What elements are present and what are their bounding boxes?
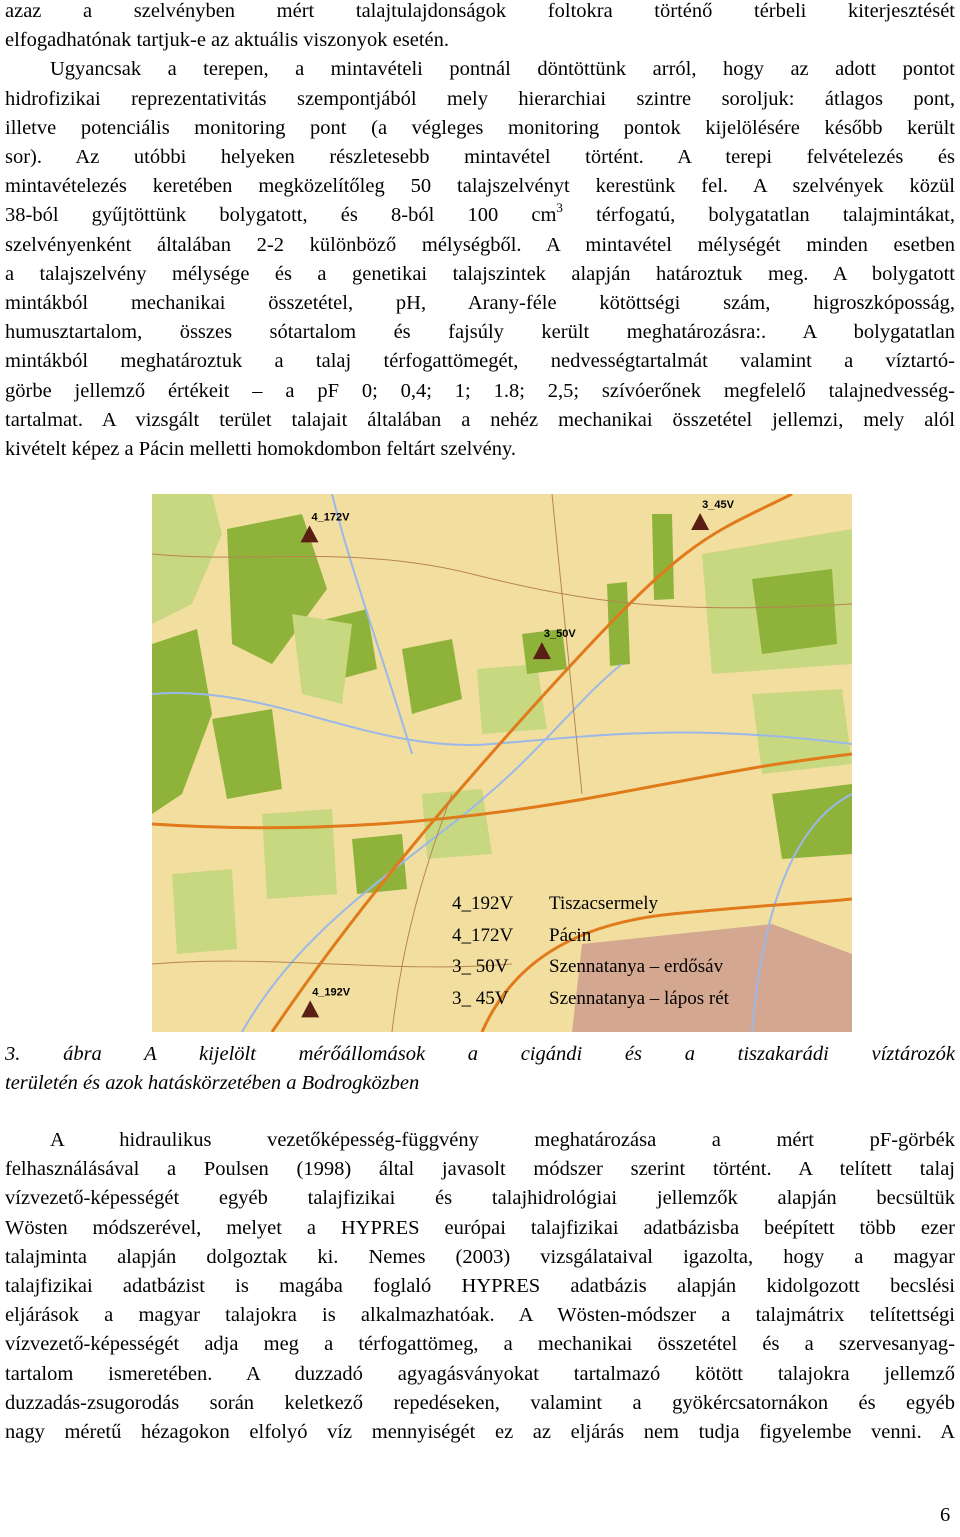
legend-row — [452, 920, 729, 952]
text-line: nagy méretű hézagokon elfolyó víz mennyiségét ez az eljárás nem tudja figyelembe venni. A — [5, 1421, 955, 1444]
text-line: mintákból mechanikai összetétel, pH, Arany-féle kötöttségi szám, higroszkóposság, — [5, 292, 955, 315]
text-line: vízvezető-képességét adja meg a térfogattömeg, a mechanikai összetétel és a szervesanyag- — [5, 1333, 955, 1356]
text-line: illetve potenciális monitoring pont (a végleges monitoring pontok kijelölésére később került — [5, 116, 955, 139]
legend-row — [452, 951, 729, 983]
text-line: mintavételezés keretében megközelítőleg 50 talajszelvényt kerestünk fel. A szelvények közül — [5, 175, 955, 198]
page-number: 6 — [940, 1504, 951, 1526]
legend-name: Tiszacsermely — [549, 893, 659, 914]
text-line: eljárások a magyar talajokra is alkalmazhatóak. A Wösten-módszer a talajmátrix telítettségi — [5, 1304, 955, 1327]
text-line-with-superscript — [5, 201, 955, 230]
text-line: a talajszelvény mélysége és a genetikai talajszintek alapján határoztuk meg. A bolygatott — [5, 262, 955, 285]
text-line: szelvényenként általában 2-2 különböző mélységből. A mintavétel mélységét minden esetben — [5, 233, 955, 256]
superscript: 3 — [556, 200, 563, 216]
legend-name: Pácin — [549, 924, 592, 946]
caption-line: 3. ábra A kijelölt mérőállomások a cigándi és a tiszakarádi víztározók — [5, 1043, 955, 1065]
legend-code: 3_ 45V — [452, 987, 509, 1009]
figure-caption — [5, 1040, 955, 1098]
text-line: elfogadhatónak tartjuk-e az aktuális viszonyok esetén. — [5, 29, 450, 52]
text-line: vízvezető-képességét egyéb talajfizikai és talajhidrológiai jellemzők alapján becsültük — [5, 1187, 955, 1210]
legend-row — [452, 983, 729, 1015]
station-marker-label: 4_172V — [311, 511, 350, 524]
text-line: talajfizikai adatbázist is magába foglaló HYPRES adatbázis alapján kidolgozott becslési — [5, 1275, 955, 1298]
text-line: Ugyancsak a terepen, a mintavételi pontnál döntöttünk arról, hogy az adott pontot — [50, 58, 955, 81]
station-marker-label: 3_45V — [702, 498, 734, 511]
legend-name: Szennatanya – erdősáv — [549, 956, 724, 977]
legend-code: 4_172V — [452, 924, 514, 946]
text-line: kivételt képez a Pácin melletti homokdombon feltárt szelvény. — [5, 438, 517, 461]
station-marker-label: 4_192V — [312, 986, 351, 999]
text-line: hidrofizikai reprezentativitás szempontjából mely hierarchiai szintre soroljuk: átlagos pont, — [5, 87, 955, 110]
text-line: felhasználásával a Poulsen (1998) által javasolt módszer szerint történt. A telített talaj — [5, 1158, 955, 1181]
top-paragraphs — [5, 0, 955, 464]
text-line: duzzadás-zsugorodás során keletkező repedéseken, valamint a gyökércsatornákon és egyéb — [5, 1391, 955, 1414]
text-line: A hidraulikus vezetőképesség-függvény meghatározása a mért pF-görbék — [50, 1129, 955, 1151]
legend-code: 4_192V — [452, 893, 514, 914]
text-line: sor). Az utóbbi helyeken részletesebb mintavétel történt. A terepi felvételezés és — [5, 146, 955, 169]
text-line: humusztartalom, összes sótartalom és fajsúly került meghatározásra:. A bolygatatlan — [5, 321, 955, 344]
text-line: talajminta alapján dolgoztak ki. Nemes (2003) vizsgálataival igazolta, hogy a magyar — [5, 1245, 955, 1268]
map-legend — [452, 888, 729, 1014]
text-line: tartalom ismeretében. A duzzadó agyagásványokat tartalmazó kötött talajokra jellemző — [5, 1362, 955, 1385]
legend-name: Szennatanya – lápos rét — [549, 987, 729, 1009]
legend-row — [452, 888, 729, 920]
text-fragment: térfogatú, bolygatatlan talajmintákat, — [562, 204, 955, 227]
text-fragment: 38-ból gyűjtöttünk bolygatott, és 8-ból 100 cm — [5, 204, 557, 227]
caption-line: területén és azok hatáskörzetében a Bodrogközben — [5, 1072, 420, 1094]
text-line: tartalmat. A vizsgált terület talajait általában a nehéz mechanikai összetétel jellemzi, mely alól — [5, 408, 955, 431]
legend-code: 3_ 50V — [452, 956, 509, 977]
text-line: görbe jellemző értékeit – a pF 0; 0,4; 1; 1.8; 2,5; szívóerőnek megfelelő talajnedvesség- — [5, 379, 955, 402]
text-line: Wösten módszerével, melyet a HYPRES európai talajfizikai adatbázisba beépített több ezer — [5, 1216, 955, 1239]
bottom-paragraph — [5, 1126, 955, 1447]
station-marker-label: 3_50V — [543, 628, 576, 641]
text-line: azaz a szelvényben mért talajtulajdonságok foltokra történő térbeli kiterjesztését — [5, 0, 955, 22]
text-line: mintákból meghatároztuk a talaj térfogattömegét, nedvességtartalmát valamint a víztartó- — [5, 350, 955, 373]
